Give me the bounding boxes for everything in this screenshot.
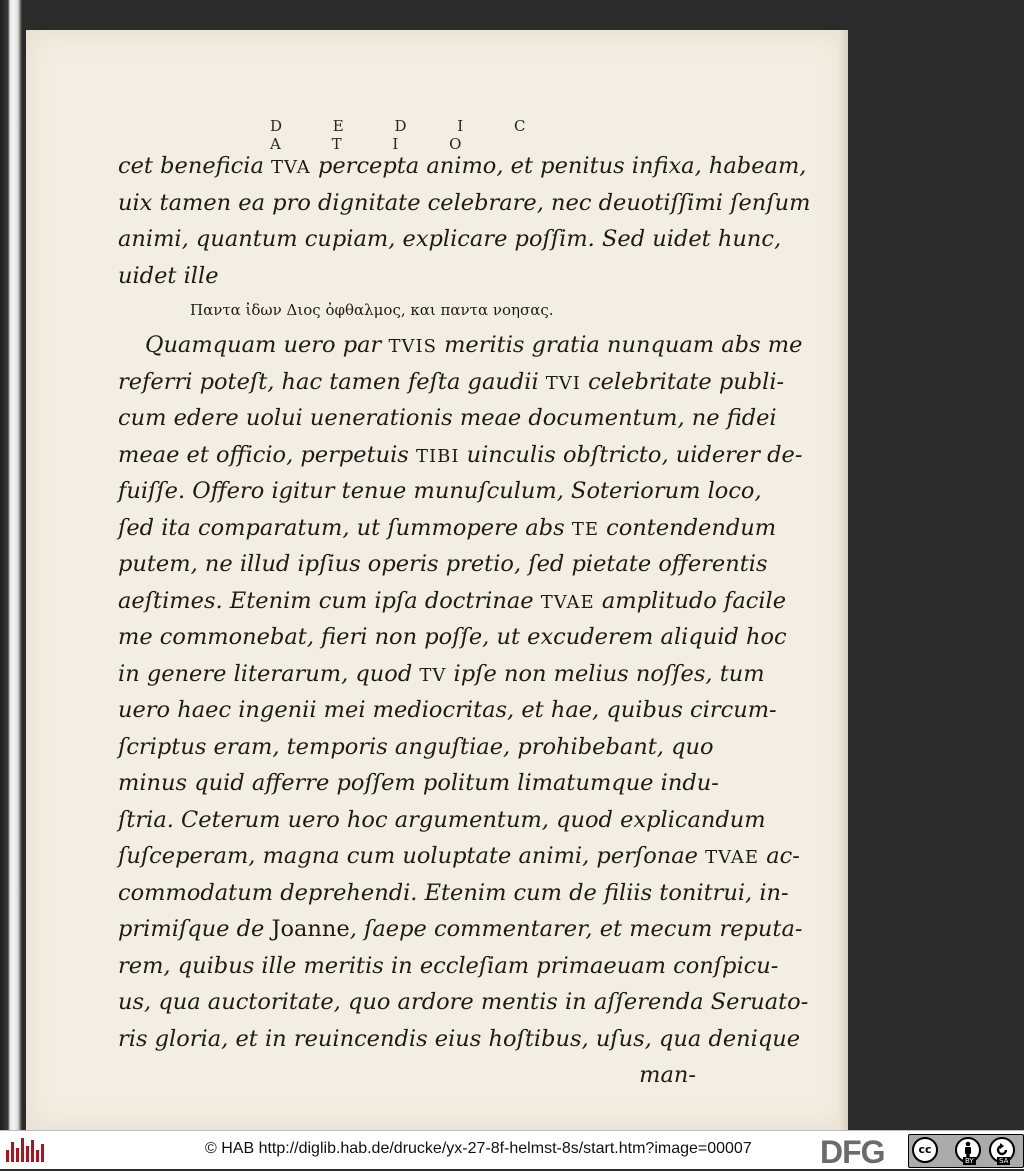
- text-segment: ris gloria, et in reuincendis eius hoſtibus, uſus, qua denique: [118, 1025, 801, 1052]
- text-segment: in genere literarum, quod: [118, 660, 420, 687]
- text-segment: us, qua auctoritate, quo ardore mentis in aſſerenda Seruato-: [118, 989, 809, 1015]
- text-segment: putem, ne illud ipſius operis pretio, ſed pietate offerentis: [118, 551, 768, 577]
- text-segment: cum edere uolui uenerationis meae documentum, ne fidei: [118, 405, 777, 431]
- text-line: [118, 327, 803, 364]
- text-segment: amplitudo facile: [594, 587, 787, 614]
- text-line: [118, 656, 765, 693]
- text-segment: TVAE: [540, 591, 595, 613]
- text-segment: me commonebat, fieri non poſſe, ut excuderem aliquid hoc: [118, 624, 787, 650]
- viewer-footer: [0, 1130, 1024, 1169]
- text-line: [118, 546, 768, 583]
- text-line: [118, 400, 777, 437]
- text-segment: cet beneficia: [118, 153, 272, 179]
- text-line: [118, 984, 809, 1021]
- text-segment: meae et officio, perpetuis: [118, 441, 416, 468]
- text-segment: , ſaepe commentarer, et mecum reputa-: [349, 916, 803, 942]
- text-segment: contendendum: [598, 514, 777, 541]
- text-line: [118, 911, 803, 948]
- text-line: [118, 437, 803, 474]
- running-header: D E D I C A T I O: [270, 117, 549, 153]
- text-segment: ſed ita comparatum, ut ſummopere abs: [118, 514, 572, 541]
- page-body: [118, 148, 811, 1094]
- copyright-link[interactable]: © HAB http://diglib.hab.de/drucke/yx-27-8f-helmst-8s/start.htm?image=00007: [205, 1140, 752, 1157]
- text-segment: meritis gratia nunquam abs me: [436, 332, 803, 358]
- text-line: [118, 510, 777, 547]
- text-segment: uidet ille: [118, 262, 219, 289]
- text-block-2: [118, 327, 809, 1057]
- text-line: [118, 948, 779, 985]
- text-segment: uinculis obſtricto, uiderer de-: [459, 441, 803, 468]
- text-line: [118, 619, 787, 656]
- text-segment: primiſque de: [118, 916, 272, 942]
- book-spine-edge: [0, 0, 22, 1130]
- text-segment: commodatum deprehendi. Etenim cum de filiis tonitrui, in-: [118, 879, 789, 906]
- text-segment: TE: [571, 518, 599, 540]
- text-segment: ipſe non melius noſſes, tum: [446, 660, 765, 687]
- text-segment: TVA: [271, 157, 311, 178]
- text-line: [118, 875, 789, 912]
- cc-icon: cc: [912, 1137, 938, 1163]
- text-line: [118, 1021, 801, 1058]
- text-segment: aeſtimes. Etenim cum ipſa doctrinae: [118, 587, 541, 614]
- text-line: [118, 364, 785, 401]
- text-segment: TVIS: [388, 336, 437, 357]
- text-segment: ſtria. Ceterum uero hoc argumentum, quod explicandum: [118, 806, 766, 833]
- text-line: [118, 185, 811, 222]
- text-segment: percepta animo, et penitus infixa, habeam,: [310, 153, 807, 179]
- cc-license-badge[interactable]: [908, 1134, 1024, 1168]
- text-line: [118, 473, 762, 510]
- text-line: [118, 838, 800, 875]
- text-line: [118, 692, 777, 729]
- greek-quotation: Παντα ἰδων Διος ὀφθαλμος, και παντα νοησας.: [190, 301, 554, 319]
- hab-logo-icon[interactable]: [6, 1138, 52, 1164]
- text-segment: animi, quantum cupiam, explicare poſſim. Sed uidet hunc,: [118, 226, 782, 252]
- text-segment: TIBI: [416, 445, 460, 467]
- sa-label: SA: [999, 1157, 1009, 1165]
- text-segment: ſuſceperam, magna cum uoluptate animi, perſonae: [118, 843, 706, 869]
- text-segment: celebritate publi-: [580, 368, 785, 395]
- text-segment: TV: [419, 664, 447, 686]
- text-line: [118, 148, 807, 185]
- text-segment: fuiſſe. Offero igitur tenue munuſculum, Soteriorum loco,: [118, 478, 762, 504]
- catchword: man-: [639, 1062, 696, 1088]
- text-line: [118, 802, 766, 839]
- text-line: [118, 729, 718, 766]
- text-segment: TVI: [545, 372, 581, 394]
- page-edge: [838, 30, 848, 1130]
- text-line: [118, 583, 787, 620]
- text-segment: uix tamen ea pro dignitate celebrare, nec deuotiſſimi ſenſum: [118, 189, 811, 216]
- text-segment: referri poteſt, hac tamen feſta gaudii: [118, 368, 546, 395]
- text-segment: ac-: [759, 843, 800, 869]
- text-segment: TVAE: [705, 847, 760, 868]
- text-line: [118, 258, 718, 295]
- text-segment: rem, quibus ille meritis in eccleſiam primaeuam conſpicu-: [118, 952, 779, 979]
- dfg-logo[interactable]: DFG: [820, 1134, 885, 1170]
- text-segment: ſcriptus eram, temporis anguſtiae, prohibebant, quo: [118, 733, 714, 760]
- text-block-1: [118, 148, 811, 294]
- text-segment: Quamquam uero par: [145, 332, 389, 358]
- text-line: [118, 765, 718, 802]
- text-line: [118, 221, 782, 258]
- by-label: BY: [965, 1157, 974, 1165]
- text-segment: minus quid afferre poſſem politum limatumque indu-: [118, 770, 719, 796]
- text-segment: uero haec ingenii mei mediocritas, et hae, quibus circum-: [118, 697, 777, 723]
- text-segment: Joanne: [271, 916, 350, 942]
